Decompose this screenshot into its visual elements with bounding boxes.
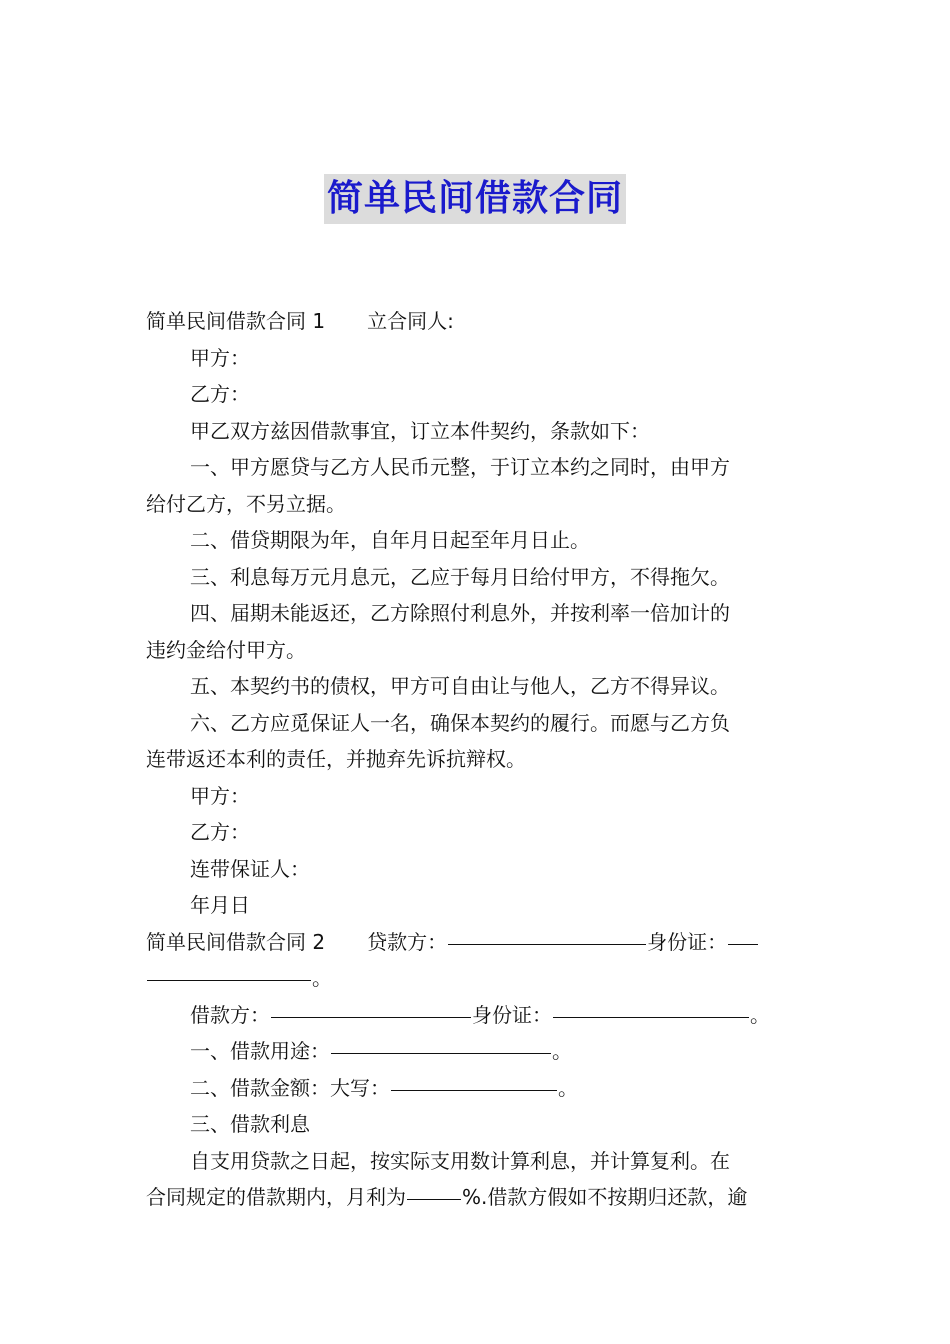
- contract2-heading-line: [146, 924, 806, 961]
- interest-line1: 自支用贷款之日起，按实际支用数计算利息，并计算复利。在: [190, 1148, 730, 1173]
- interest-rate-blank[interactable]: [407, 1177, 461, 1200]
- interest-heading: 三、借款利息: [190, 1112, 310, 1136]
- document-body: [146, 303, 806, 1216]
- sign-guarantor: 连带保证人：: [190, 856, 310, 881]
- borrower-line: [146, 997, 806, 1034]
- period-mark: 。: [750, 1002, 770, 1027]
- borrower-id-blank[interactable]: [553, 995, 749, 1018]
- contract1-heading: 简单民间借款合同 1: [146, 309, 326, 333]
- borrower-name-blank[interactable]: [271, 995, 471, 1018]
- lender-id-continuation: [146, 960, 806, 997]
- amount-blank[interactable]: [391, 1068, 557, 1091]
- sign-party-a: 甲方：: [190, 783, 250, 808]
- clause4-line2: 违约金给付甲方。: [146, 637, 306, 662]
- sign-party-b: 乙方：: [190, 820, 250, 844]
- clause5: 五、本契约书的债权，甲方可自由让与他人，乙方不得异议。: [190, 674, 730, 698]
- lender-label: 贷款方：: [367, 929, 448, 954]
- interest-line2-end: %.借款方假如不按期归还款，逾: [462, 1185, 748, 1209]
- party-b-line: 乙方：: [190, 382, 250, 406]
- clause6-line2: 连带返还本利的责任，并抛弃先诉抗辩权。: [146, 747, 526, 771]
- clause1-line1: 一、甲方愿贷与乙方人民币元整，于订立本约之同时，由甲方: [190, 455, 730, 479]
- amount-line: [146, 1070, 806, 1107]
- document-title: 简单民间借款合同: [324, 174, 626, 224]
- parties-label: 立合同人:: [367, 309, 454, 333]
- borrower-id-label: 身份证：: [472, 1002, 552, 1027]
- period-mark: 。: [552, 1039, 572, 1063]
- amount-label: 二、借款金额：大写：: [190, 1075, 390, 1100]
- party-a-line: 甲方：: [190, 345, 250, 370]
- interest-line2: [146, 1179, 806, 1216]
- period-mark: 。: [558, 1075, 578, 1100]
- title-wrap: [0, 174, 950, 224]
- lender-name-blank[interactable]: [448, 922, 646, 945]
- clause1-line2: 给付乙方，不另立据。: [146, 491, 346, 516]
- clause3: 三、利息每万元月息元，乙应于每月日给付甲方，不得拖欠。: [190, 564, 730, 589]
- intro-paragraph: 甲乙双方兹因借款事宜，订立本件契约，条款如下：: [190, 418, 650, 443]
- purpose-line: [146, 1033, 806, 1070]
- sign-date: 年月日: [190, 893, 250, 917]
- clause2: 二、借贷期限为年，自年月日起至年月日止。: [190, 528, 590, 552]
- clause4-line1: 四、届期未能返还，乙方除照付利息外，并按利率一倍加计的: [190, 601, 730, 625]
- lender-id-label: 身份证：: [647, 929, 728, 954]
- borrower-label: 借款方：: [190, 1002, 270, 1027]
- clause6-line1: 六、乙方应觅保证人一名，确保本契约的履行。而愿与乙方负: [190, 710, 730, 735]
- period-mark: 。: [312, 966, 332, 990]
- purpose-blank[interactable]: [331, 1031, 551, 1054]
- contract2-heading: 简单民间借款合同 2: [146, 929, 326, 954]
- contract1-heading-line: [146, 303, 806, 340]
- lender-id-blank-end[interactable]: [147, 958, 311, 981]
- interest-line2-start: 合同规定的借款期内，月利为: [146, 1185, 406, 1209]
- purpose-label: 一、借款用途：: [190, 1039, 330, 1063]
- lender-id-blank-start[interactable]: [728, 922, 758, 945]
